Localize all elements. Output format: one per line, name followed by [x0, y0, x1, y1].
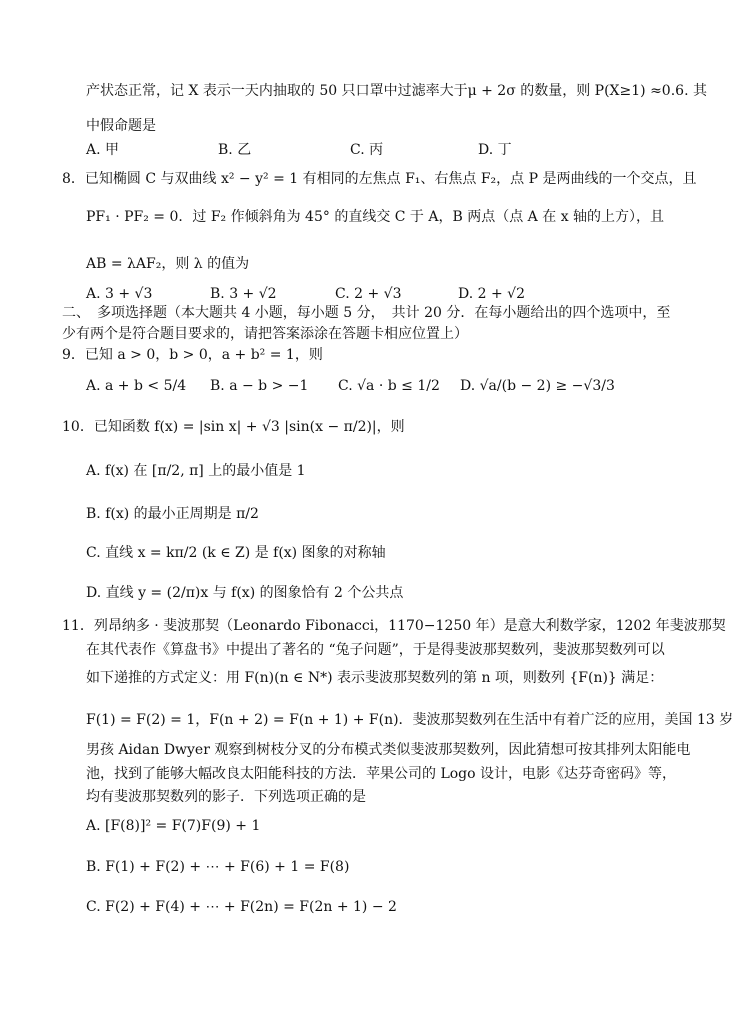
q11-line4: F(1) = F(2) = 1，F(n + 2) = F(n + 1) + F(n)．斐波那契数列在生活中有着广泛的应用，美国 13 岁 [86, 712, 734, 728]
q11-option-c: C. F(2) + F(4) + ⋯ + F(2n) = F(2n + 1) − 2 [86, 899, 397, 915]
q8-option-a: A. 3 + √3 [86, 286, 153, 302]
q11-line3: 如下递推的方式定义：用 F(n)(n ∈ N*) 表示斐波那契数列的第 n 项，则数列 {F(n)} 满足： [86, 670, 664, 686]
q8-line1: 8．已知椭圆 C 与双曲线 x² − y² = 1 有相同的左焦点 F₁、右焦点 F₂，点 P 是两曲线的一个交点，且 [62, 171, 697, 187]
q10-option-a: A. f(x) 在 [π/2, π] 上的最小值是 1 [86, 463, 306, 479]
q7-option-d: D. 丁 [478, 142, 512, 158]
q10-option-c: C. 直线 x = kπ/2 (k ∈ Z) 是 f(x) 图象的对称轴 [86, 545, 386, 561]
q11-line6: 池，找到了能够大幅改良太阳能科技的方法．苹果公司的 Logo 设计，电影《达芬奇密码》等， [86, 766, 677, 782]
q7-option-c: C. 丙 [350, 142, 384, 158]
q9-option-b: B. a − b > −1 [210, 378, 309, 394]
q7-option-b: B. 乙 [218, 142, 252, 158]
q7-line1: 产状态正常，记 X 表示一天内抽取的 50 只口罩中过滤率大于μ + 2σ 的数量，则 P(X≥1) ≈0.6. 其 [86, 83, 707, 99]
q10-stem: 10．已知函数 f(x) = |sin x| + √3 |sin(x − π/2)|，则 [62, 419, 405, 435]
q8-line2: PF₁ · PF₂ = 0．过 F₂ 作倾斜角为 45° 的直线交 C 于 A，B 两点（点 A 在 x 轴的上方），且 [86, 209, 665, 225]
q11-line7: 均有斐波那契数列的影子．下列选项正确的是 [86, 789, 366, 805]
q11-line2: 在其代表作《算盘书》中提出了著名的 “兔子问题”，于是得斐波那契数列，斐波那契数列可以 [86, 642, 665, 658]
q7-line2: 中假命题是 [86, 118, 156, 134]
q11-option-a: A. [F(8)]² = F(7)F(9) + 1 [86, 818, 261, 834]
q7-option-a: A. 甲 [86, 142, 120, 158]
q9-stem: 9．已知 a > 0，b > 0，a + b² = 1，则 [62, 347, 323, 363]
q8-option-d: D. 2 + √2 [458, 286, 525, 302]
q11-line5: 男孩 Aidan Dwyer 观察到树枝分叉的分布模式类似斐波那契数列，因此猜想可按其排列太阳能电 [86, 742, 691, 758]
q9-option-d: D. √a/(b − 2) ≥ −√3/3 [460, 378, 615, 394]
q11-line1: 11．列昂纳多 · 斐波那契（Leonardo Fibonacci，1170−1250 年）是意大利数学家，1202 年斐波那契 [62, 618, 726, 634]
q8-line3: AB = λAF₂，则 λ 的值为 [86, 256, 250, 272]
q10-option-b: B. f(x) 的最小正周期是 π/2 [86, 506, 259, 522]
q8-option-b: B. 3 + √2 [210, 286, 277, 302]
q8-option-c: C. 2 + √3 [335, 286, 402, 302]
section2-line1: 二、 多项选择题（本大题共 4 小题，每小题 5 分， 共计 20 分．在每小题给出的四个选项中，至 [62, 305, 671, 321]
section2-line2: 少有两个是符合题目要求的，请把答案添涂在答题卡相应位置上） [62, 326, 468, 342]
q9-option-c: C. √a · b ≤ 1/2 [338, 378, 440, 394]
q11-option-b: B. F(1) + F(2) + ⋯ + F(6) + 1 = F(8) [86, 859, 350, 875]
q10-option-d: D. 直线 y = (2/π)x 与 f(x) 的图象恰有 2 个公共点 [86, 585, 404, 601]
q9-option-a: A. a + b < 5/4 [86, 378, 187, 394]
